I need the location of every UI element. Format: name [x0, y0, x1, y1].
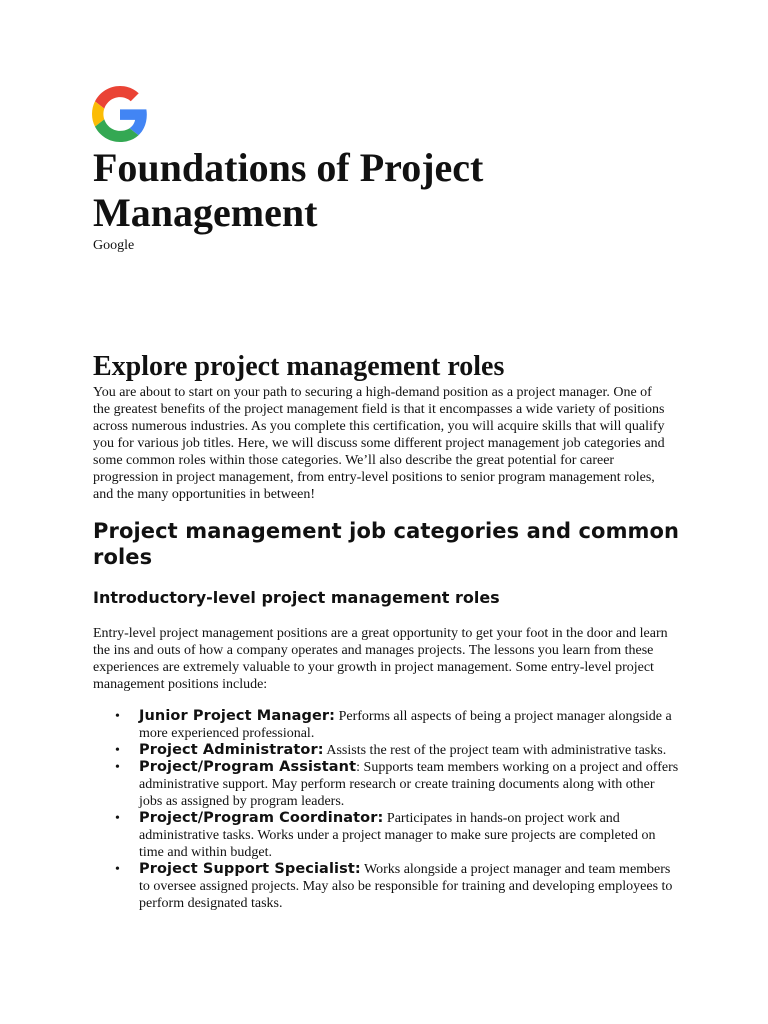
list-item — [115, 759, 679, 810]
role-name: Project Support Specialist: — [139, 861, 361, 877]
role-name: Project/Program Assistant — [139, 759, 357, 775]
entry-level-paragraph: Entry-level project management positions are a great opportunity to get your foot in the door and learn the ins and outs of how a company operates and manages projects. The lessons you learn from these experiences are extremely valuable to your growth in project management. Some entry-level project management positions include: — [93, 626, 668, 692]
bullet-icon: • — [115, 760, 120, 775]
list-item — [115, 708, 679, 742]
role-description: Participates in hands-on project work and administrative tasks. Works under a project manager to make sure projects are completed on time and within budget. — [139, 811, 656, 860]
introductory-roles-subheading: Introductory-level project management roles — [93, 588, 500, 607]
google-g-logo-icon — [92, 86, 148, 142]
document-page — [93, 86, 683, 912]
list-item — [115, 810, 679, 861]
intro-paragraph: You are about to start on your path to securing a high-demand position as a project manager. One of the greatest benefits of the project management field is that it encompasses a wide variety of positions across numerous industries. As you complete this certification, you will acquire skills that will qualify you for various job titles. Here, we will discuss some different project management job categories and some common roles within those categories. We’ll also describe the great potential for career progression in project management, from entry-level positions to senior program management roles, and the many opportunities in between! — [93, 385, 665, 502]
role-name: Project Administrator: — [139, 742, 324, 758]
list-item — [115, 861, 679, 912]
bullet-icon: • — [115, 811, 120, 826]
bullet-icon: • — [115, 862, 120, 877]
document-author: Google — [93, 238, 135, 253]
categories-heading: Project management job categories and common roles — [93, 519, 680, 569]
role-description: : Supports team members working on a project and offers administrative support. May perform research or create training documents along with other jobs as assigned by program leaders. — [139, 760, 679, 809]
section-title: Explore project management roles — [93, 351, 505, 382]
list-item — [115, 742, 679, 759]
role-description: Works alongside a project manager and team members to oversee assigned projects. May also be responsible for training and developing employees to perform designated tasks. — [139, 862, 673, 911]
role-description: Assists the rest of the project team with administrative tasks. — [323, 743, 667, 758]
role-name: Project/Program Coordinator: — [139, 810, 384, 826]
role-name: Junior Project Manager: — [139, 708, 336, 724]
bullet-icon: • — [115, 743, 120, 758]
document-title: Foundations of Project Management — [93, 145, 484, 235]
roles-list — [93, 708, 683, 912]
bullet-icon: • — [115, 709, 120, 724]
role-description: Performs all aspects of being a project manager alongside a more experienced professional. — [139, 709, 672, 741]
